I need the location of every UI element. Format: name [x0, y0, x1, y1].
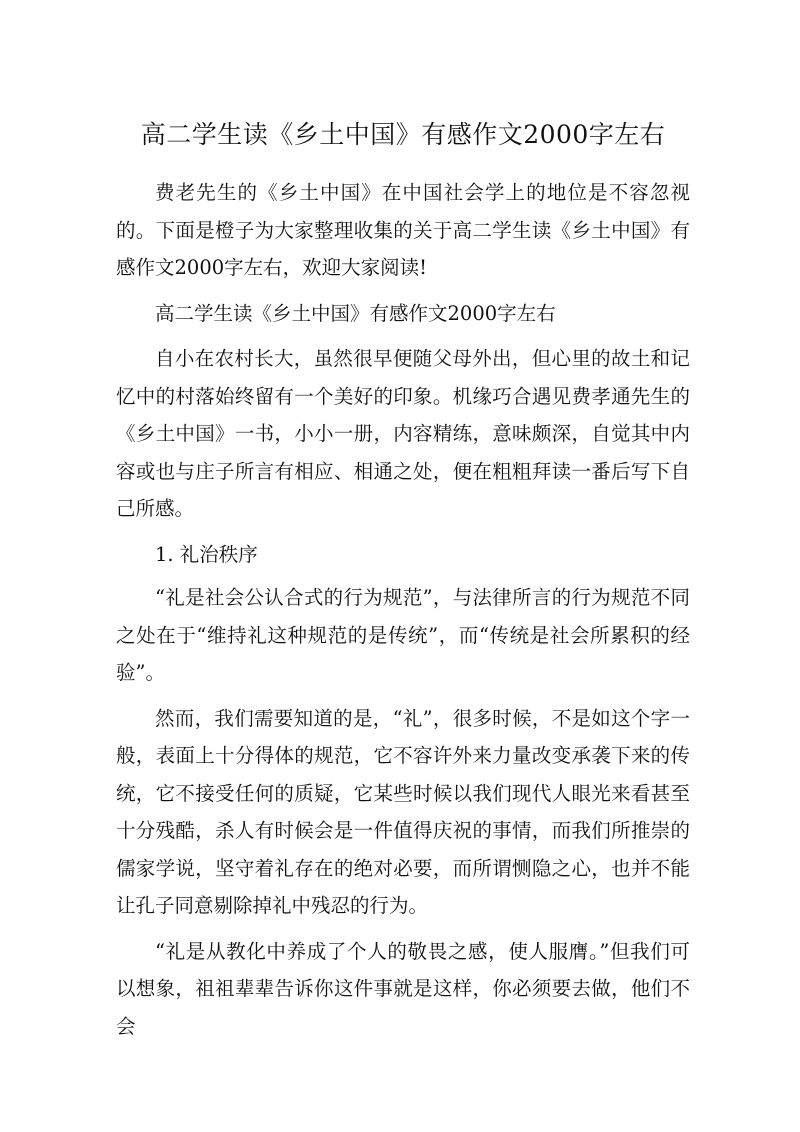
- body-paragraph: 自小在农村长大，虽然很早便随父母外出，但心里的故土和记忆中的村落始终留有一个美好的印象。机缘巧合遇见费孝通先生的《乡土中国》一书，小小一册，内容精练，意味颇深，自觉其中内容或也与庄子所言有相应、相通之处，便在粗粗拜读一番后写下自己所感。: [116, 347, 690, 520]
- body-paragraph: “礼是社会公认合式的行为规范”，与法律所言的行为规范不同之处在于“维持礼这种规范的是传统”，而“传统是社会所累积的经验”。: [116, 586, 690, 684]
- document-title: 高二学生读《乡土中国》有感作文2000字左右: [140, 120, 666, 149]
- body-paragraph: 然而，我们需要知道的是，“礼”，很多时候，不是如这个字一般，表面上十分得体的规范，它不容许外来力量改变承袭下来的传统，它不接受任何的质疑，它某些时候以我们现代人眼光来看甚至十分残酷，杀人有时候会是一件值得庆祝的事情，而我们所推崇的儒家学说，坚守着礼存在的绝对必要，而所谓恻隐之心，也并不能让孔子同意剔除掉礼中残忍的行为。: [116, 706, 690, 917]
- section-heading: 1. 礼治秩序: [155, 542, 258, 566]
- intro-paragraph: 费老先生的《乡土中国》在中国社会学上的地位是不容忽视的。下面是橙子为大家整理收集的关于高二学生读《乡土中国》有感作文2000字左右，欢迎大家阅读!: [116, 181, 690, 279]
- subtitle-paragraph: 高二学生读《乡土中国》有感作文2000字左右: [155, 301, 556, 325]
- body-paragraph: “礼是从教化中养成了个人的敬畏之感，使人服膺。”但我们可以想象，祖祖辈辈告诉你这件事就是这样，你必须要去做，他们不会: [116, 939, 690, 1038]
- document-body: [116, 174, 690, 1045]
